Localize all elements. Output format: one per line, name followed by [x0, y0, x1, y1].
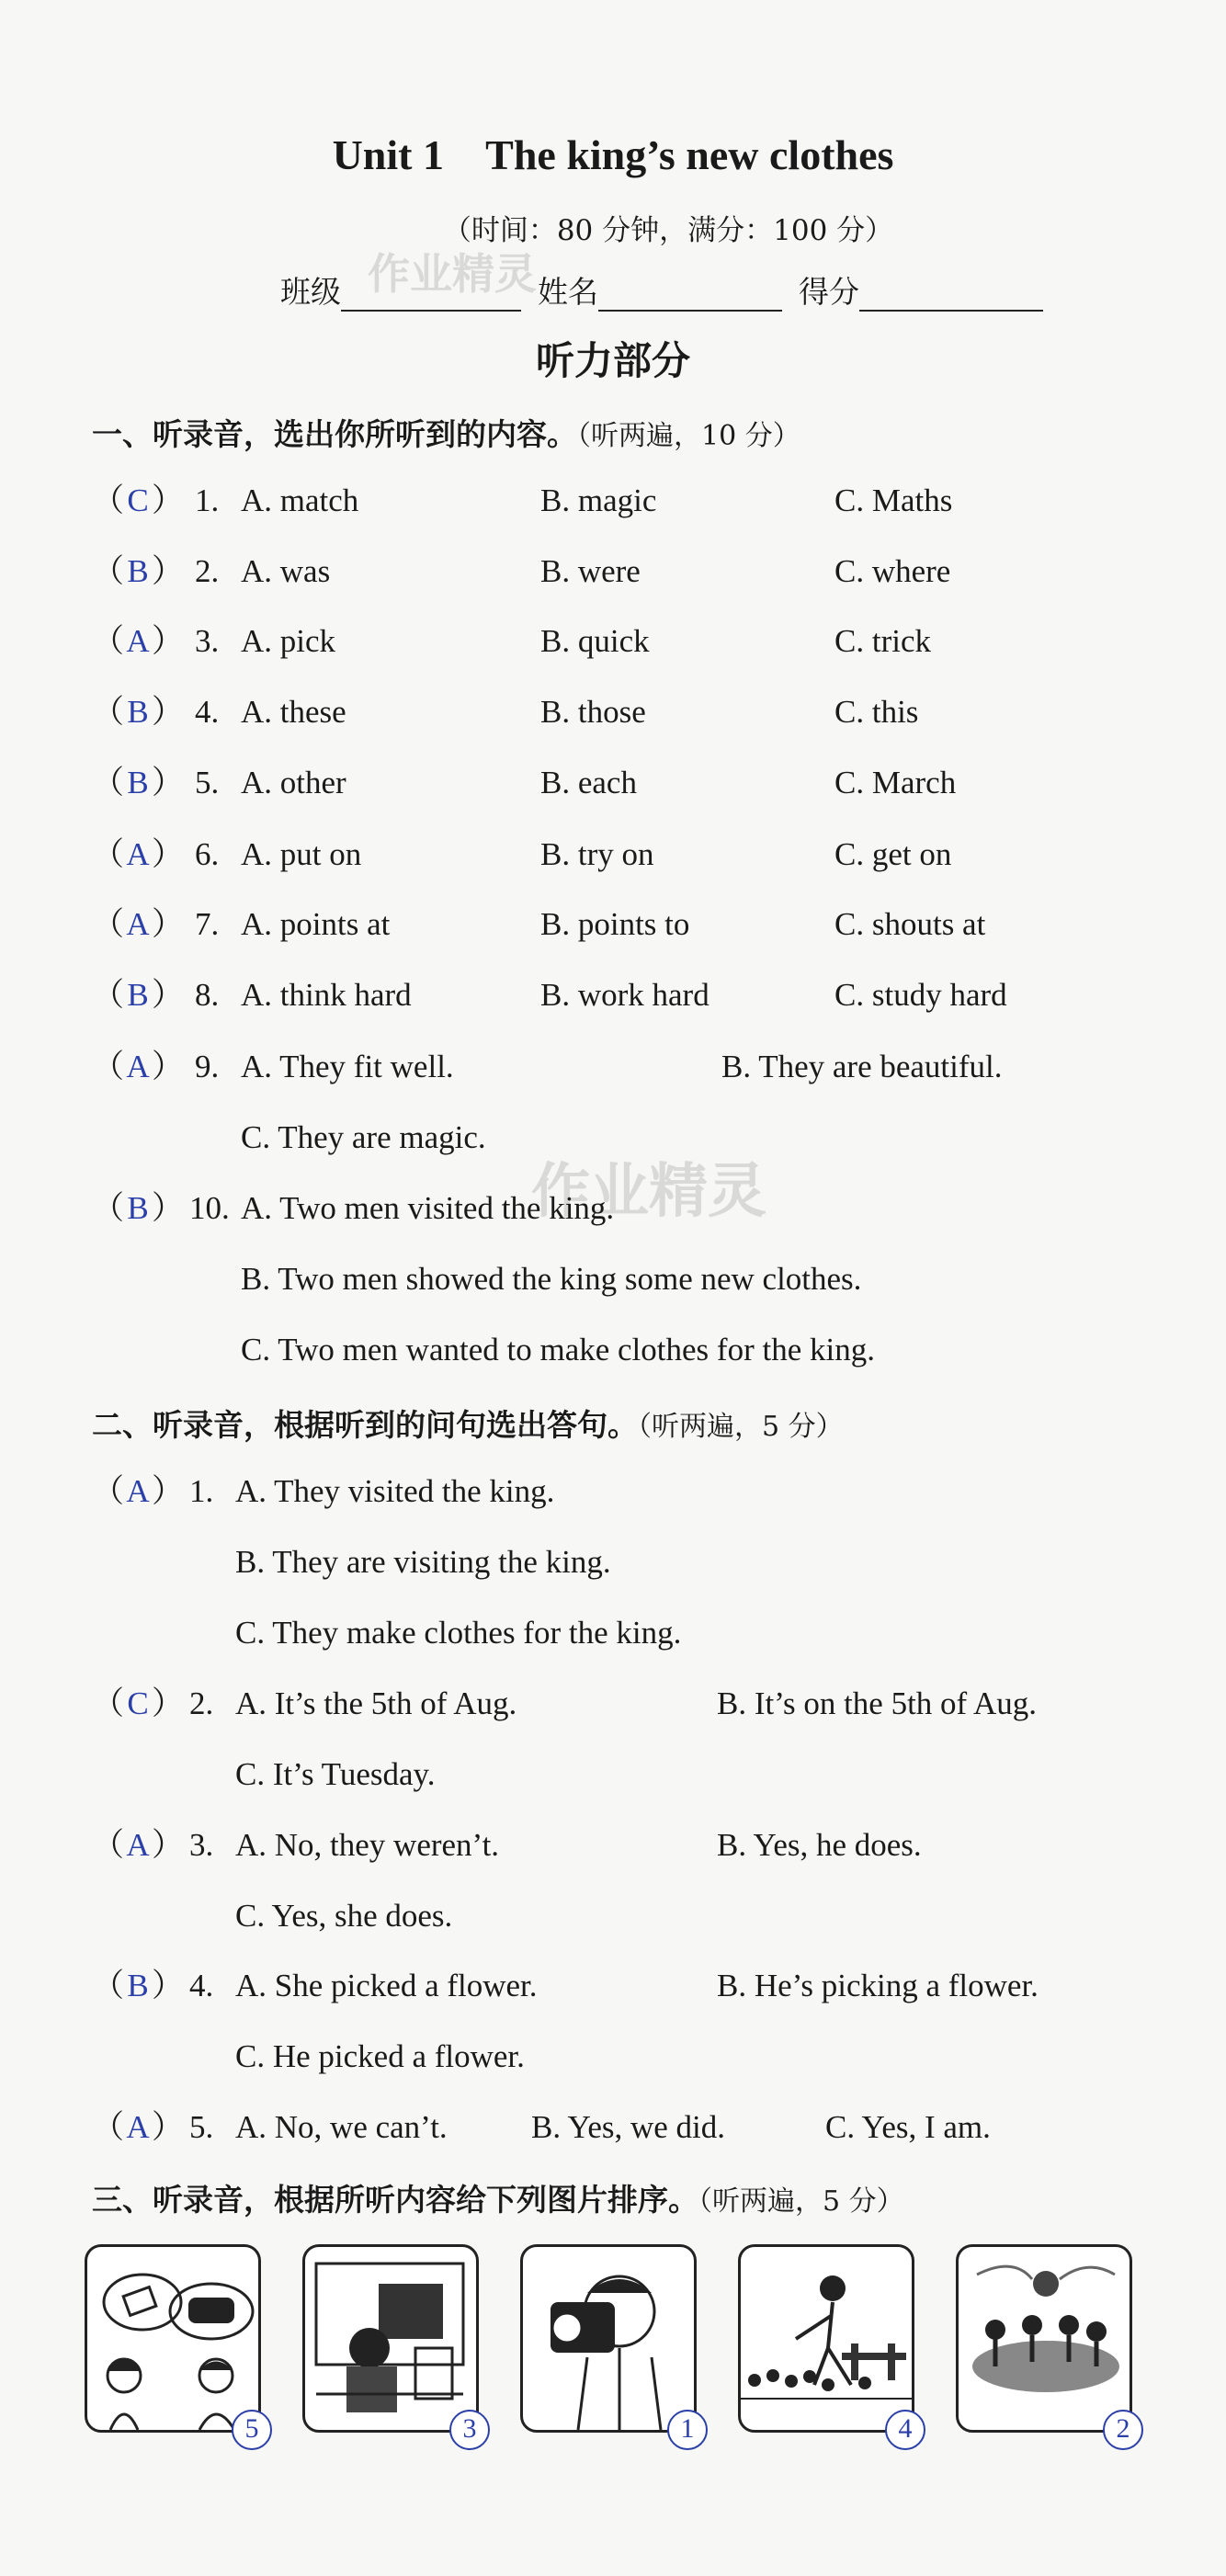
option-b: B. He’s picking a flower. — [717, 1968, 1039, 2003]
option-b: B. It’s on the 5th of Aug. — [717, 1685, 1038, 1721]
answer-letter: A — [126, 836, 150, 872]
picture-4-picking-flowers — [738, 2244, 914, 2433]
option-a: A. pick — [241, 623, 336, 659]
answer-letter: A — [126, 623, 150, 659]
question-number: 3. — [189, 1827, 214, 1863]
answer-bracket: （B） — [92, 977, 185, 1013]
picture-1-order-number: 5 — [232, 2410, 272, 2450]
picture-5-illustration — [959, 2247, 1130, 2430]
answer-letter: A — [126, 1473, 150, 1509]
picture-2-watching-tv — [302, 2244, 479, 2433]
answer-bracket: （B） — [92, 1190, 185, 1226]
question-number: 10. — [189, 1190, 230, 1226]
option-b: B. They are visiting the king. — [235, 1544, 611, 1580]
option-c: C. They are magic. — [241, 1119, 486, 1155]
question-number: 4. — [195, 694, 220, 730]
part3-title-text: 三、听录音，根据所听内容给下列图片排序。 — [92, 2182, 698, 2218]
class-blank[interactable] — [341, 282, 521, 312]
option-b: B. Yes, he does. — [717, 1827, 922, 1863]
option-c: C. Yes, I am. — [825, 2109, 991, 2145]
class-label: 班级 — [280, 274, 341, 310]
answer-letter: A — [126, 2109, 150, 2145]
option-b: B. quick — [540, 623, 650, 659]
option-b: B. points to — [540, 906, 690, 942]
listening-section-heading: 听力部分 — [535, 338, 690, 383]
part2-title — [92, 1401, 844, 1445]
option-a: A. other — [241, 765, 346, 800]
answer-bracket: （B） — [92, 765, 185, 800]
answer-letter: B — [127, 977, 149, 1013]
option-c: C. study hard — [834, 977, 1007, 1013]
answer-letter: C — [127, 1685, 149, 1721]
part2-title-text: 二、听录音，根据听到的问句选出答句。 — [92, 1407, 638, 1443]
option-c: C. get on — [834, 836, 952, 872]
question-number: 9. — [195, 1049, 220, 1084]
picture-4-illustration — [741, 2247, 912, 2430]
part3-note: （听两遍，5 分） — [698, 2185, 904, 2218]
option-a: A. match — [241, 482, 359, 518]
part2-note: （听两遍，5 分） — [638, 1411, 844, 1443]
question-number: 5. — [189, 2109, 214, 2145]
option-c: C. Maths — [834, 482, 953, 518]
option-b: B. Two men showed the king some new clothes. — [241, 1261, 862, 1297]
part1-title-text: 一、听录音，选出你所听到的内容。 — [92, 416, 577, 452]
name-label: 姓名 — [538, 274, 598, 310]
option-c: C. They make clothes for the king. — [235, 1615, 682, 1651]
answer-bracket: （A） — [92, 1473, 185, 1509]
answer-letter: A — [126, 906, 150, 942]
answer-letter: B — [127, 1190, 149, 1226]
option-c: C. Two men wanted to make clothes for the king. — [241, 1332, 875, 1367]
question-number: 5. — [195, 765, 220, 800]
option-a: A. She picked a flower. — [235, 1968, 538, 2003]
question-number: 7. — [195, 906, 220, 942]
option-a: A. They visited the king. — [235, 1473, 555, 1509]
picture-4-order-number: 4 — [885, 2410, 925, 2450]
picture-1-illustration — [87, 2247, 258, 2430]
answer-bracket: （C） — [92, 1685, 185, 1721]
option-a: A. think hard — [241, 977, 412, 1013]
unit-title: Unit 1 The king’s new clothes — [332, 131, 894, 178]
option-b: B. They are beautiful. — [721, 1049, 1003, 1084]
option-c: C. March — [834, 765, 957, 800]
name-blank[interactable] — [598, 282, 782, 312]
answer-letter: B — [127, 553, 149, 589]
option-a: A. points at — [241, 906, 391, 942]
part1-title — [92, 411, 800, 454]
answer-letter: C — [127, 482, 149, 518]
score-label: 得分 — [799, 274, 859, 310]
option-c: C. this — [834, 694, 919, 730]
answer-bracket: （A） — [92, 1827, 185, 1863]
question-number: 3. — [195, 623, 220, 659]
option-a: A. put on — [241, 836, 362, 872]
answer-bracket: （B） — [92, 553, 185, 589]
answer-bracket: （C） — [92, 482, 185, 518]
question-number: 2. — [189, 1685, 214, 1721]
picture-5-picnic — [956, 2244, 1132, 2433]
answer-bracket: （A） — [92, 836, 185, 872]
answer-bracket: （A） — [92, 1049, 185, 1084]
option-c: C. Yes, she does. — [235, 1898, 453, 1934]
option-b: B. magic — [540, 482, 657, 518]
option-b: B. try on — [540, 836, 654, 872]
option-b: B. Yes, we did. — [531, 2109, 726, 2145]
answer-letter: A — [126, 1049, 150, 1084]
part1-note: （听两遍，10 分） — [577, 420, 800, 452]
student-info-row — [280, 268, 1060, 312]
option-c: C. trick — [834, 623, 931, 659]
question-number: 2. — [195, 553, 220, 589]
option-b: B. were — [540, 553, 641, 589]
answer-letter: B — [127, 694, 149, 730]
picture-3-man-with-camera — [520, 2244, 697, 2433]
time-score-note: （时间：80 分钟，满分：100 分） — [442, 214, 894, 247]
part3-title — [92, 2176, 904, 2219]
answer-bracket: （B） — [92, 694, 185, 730]
answer-letter: B — [127, 1968, 149, 2003]
option-a: A. No, they weren’t. — [235, 1827, 500, 1863]
option-a: A. Two men visited the king. — [241, 1190, 615, 1226]
option-a: A. No, we can’t. — [235, 2109, 448, 2145]
question-number: 1. — [189, 1473, 214, 1509]
watermark-top: 作业精灵 — [368, 249, 537, 299]
picture-2-order-number: 3 — [449, 2410, 490, 2450]
picture-1-people-talking — [85, 2244, 261, 2433]
answer-bracket: （A） — [92, 623, 185, 659]
option-a: A. was — [241, 553, 331, 589]
picture-sequence — [85, 2244, 1151, 2456]
option-b: B. each — [540, 765, 637, 800]
picture-5-order-number: 2 — [1103, 2410, 1143, 2450]
picture-3-illustration — [523, 2247, 694, 2430]
option-c: C. shouts at — [834, 906, 986, 942]
answer-bracket: （A） — [92, 2109, 185, 2145]
answer-bracket: （A） — [92, 906, 185, 942]
answer-letter: B — [127, 765, 149, 800]
question-number: 1. — [195, 482, 220, 518]
question-number: 6. — [195, 836, 220, 872]
question-number: 8. — [195, 977, 220, 1013]
option-b: B. those — [540, 694, 646, 730]
answer-letter: A — [126, 1827, 150, 1863]
picture-2-illustration — [305, 2247, 476, 2430]
option-b: B. work hard — [540, 977, 709, 1013]
option-c: C. where — [834, 553, 951, 589]
picture-3-order-number: 1 — [667, 2410, 708, 2450]
answer-bracket: （B） — [92, 1968, 185, 2003]
option-c: C. It’s Tuesday. — [235, 1756, 436, 1792]
score-blank[interactable] — [859, 282, 1043, 312]
watermark-middle: 作业精灵 — [531, 1158, 766, 1226]
option-a: A. these — [241, 694, 346, 730]
option-c: C. He picked a flower. — [235, 2038, 525, 2074]
question-number: 4. — [189, 1968, 214, 2003]
option-a: A. They fit well. — [241, 1049, 454, 1084]
option-a: A. It’s the 5th of Aug. — [235, 1685, 517, 1721]
